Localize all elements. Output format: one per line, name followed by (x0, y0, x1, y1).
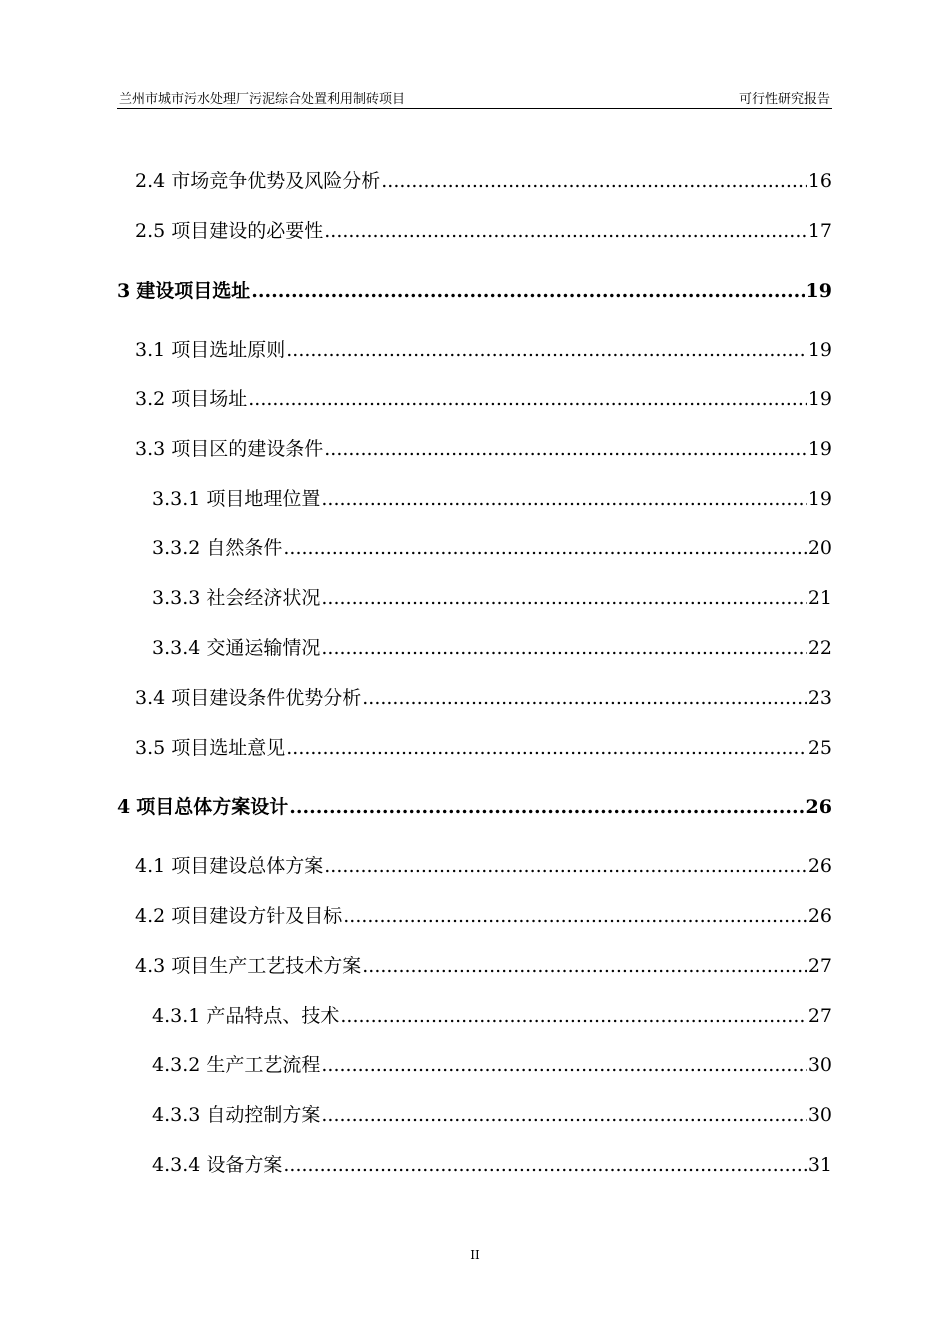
toc-entry-page: 19 (807, 438, 832, 460)
toc-entry-title: 交通运输情况 (206, 637, 321, 659)
toc-entry-number: 4.3.1 (152, 1005, 201, 1027)
toc-entry-4-3[interactable] (135, 951, 832, 981)
toc-leader-dots (321, 633, 806, 663)
toc-entry-title: 项目建设条件优势分析 (171, 687, 362, 709)
toc-entry-title: 项目场址 (171, 388, 248, 410)
toc-entry-page: 25 (807, 737, 832, 759)
toc-entry-3-3-2[interactable] (152, 533, 832, 563)
toc-entry-number: 4.3.4 (152, 1154, 201, 1176)
toc-entry-title: 项目地理位置 (206, 488, 321, 510)
toc-entry-4-3-1[interactable] (152, 1001, 832, 1031)
toc-leader-dots (283, 1150, 806, 1180)
toc-entry-3-4[interactable] (135, 683, 832, 713)
toc-entry-page: 26 (807, 855, 832, 877)
toc-entry-title: 项目建设的必要性 (171, 220, 324, 242)
toc-entry-title: 社会经济状况 (206, 587, 321, 609)
toc-leader-dots (321, 583, 806, 613)
toc-entry-number: 2.5 (135, 220, 166, 242)
toc-entry-4-3-3[interactable] (152, 1100, 832, 1130)
toc-leader-dots (248, 384, 807, 414)
toc-entry-number: 3.3 (135, 438, 166, 460)
toc-entry-3-2[interactable] (135, 384, 832, 414)
toc-leader-dots (321, 1100, 806, 1130)
toc-entry-page: 27 (807, 1005, 832, 1027)
toc-entry-page: 19 (807, 488, 832, 510)
toc-leader-dots (324, 434, 807, 464)
toc-entry-number: 4.2 (135, 905, 166, 927)
toc-entry-title: 项目选址意见 (171, 737, 286, 759)
toc-entry-title: 设备方案 (206, 1154, 283, 1176)
toc-entry-title: 自动控制方案 (206, 1104, 321, 1126)
toc-entry-title: 项目区的建设条件 (171, 438, 324, 460)
toc-entry-page: 19 (807, 339, 832, 361)
toc-entry-title: 项目建设总体方案 (171, 855, 324, 877)
toc-entry-page: 22 (807, 637, 832, 659)
toc-leader-dots (289, 792, 804, 822)
toc-entry-number: 4.3 (135, 955, 166, 977)
toc-entry-page: 17 (807, 220, 832, 242)
toc-entry-page: 19 (805, 280, 832, 302)
toc-entry-title: 自然条件 (206, 537, 283, 559)
toc-entry-page: 31 (807, 1154, 832, 1176)
toc-entry-4[interactable] (117, 792, 832, 822)
toc-entry-number: 3 (117, 280, 131, 302)
toc-entry-4-1[interactable] (135, 851, 832, 881)
toc-entry-page: 26 (807, 905, 832, 927)
toc-leader-dots (321, 1050, 806, 1080)
toc-entry-page: 19 (807, 388, 832, 410)
header-document-type: 可行性研究报告 (738, 92, 830, 107)
toc-entry-3-5[interactable] (135, 733, 832, 763)
toc-leader-dots (343, 901, 807, 931)
toc-entry-number: 4 (117, 796, 131, 818)
toc-entry-number: 3.3.3 (152, 587, 201, 609)
toc-entry-title: 项目总体方案设计 (136, 796, 289, 818)
toc-leader-dots (283, 533, 806, 563)
toc-entry-page: 26 (805, 796, 832, 818)
toc-entry-page: 30 (807, 1054, 832, 1076)
toc-entry-3-3-1[interactable] (152, 484, 832, 514)
toc-entry-title: 市场竞争优势及风险分析 (171, 170, 381, 192)
page-number: II (470, 1248, 480, 1262)
toc-entry-number: 3.2 (135, 388, 166, 410)
header-project-title: 兰州市城市污水处理厂污泥综合处置利用制砖项目 (119, 92, 406, 107)
toc-entry-number: 3.1 (135, 339, 166, 361)
toc-entry-page: 20 (807, 537, 832, 559)
toc-entry-number: 3.3.1 (152, 488, 201, 510)
toc-entry-page: 16 (807, 170, 832, 192)
toc-entry-3-3-3[interactable] (152, 583, 832, 613)
toc-leader-dots (286, 733, 807, 763)
toc-entry-number: 4.1 (135, 855, 166, 877)
toc-entry-4-2[interactable] (135, 901, 832, 931)
toc-entry-page: 27 (807, 955, 832, 977)
toc-entry-number: 3.5 (135, 737, 166, 759)
toc-leader-dots (324, 216, 807, 246)
toc-entry-title: 产品特点、技术 (206, 1005, 340, 1027)
toc-leader-dots (251, 276, 804, 306)
page-footer (0, 1248, 950, 1262)
toc-entry-number: 2.4 (135, 170, 166, 192)
toc-entry-3-3[interactable] (135, 434, 832, 464)
toc-entry-number: 3.3.4 (152, 637, 201, 659)
toc-entry-number: 4.3.3 (152, 1104, 201, 1126)
toc-entry-4-3-4[interactable] (152, 1150, 832, 1180)
toc-leader-dots (381, 166, 807, 196)
toc-entry-4-3-2[interactable] (152, 1050, 832, 1080)
toc-entry-number: 4.3.2 (152, 1054, 201, 1076)
toc-entry-number: 3.4 (135, 687, 166, 709)
toc-entry-page: 23 (807, 687, 832, 709)
toc-entry-2-4[interactable] (135, 166, 832, 196)
toc-entry-3-1[interactable] (135, 335, 832, 365)
toc-entry-title: 项目生产工艺技术方案 (171, 955, 362, 977)
toc-leader-dots (362, 683, 807, 713)
toc-entry-3-3-4[interactable] (152, 633, 832, 663)
toc-entry-2-5[interactable] (135, 216, 832, 246)
toc-entry-title: 项目选址原则 (171, 339, 286, 361)
toc-leader-dots (286, 335, 807, 365)
toc-entry-3[interactable] (117, 276, 832, 306)
toc-entry-title: 生产工艺流程 (206, 1054, 321, 1076)
toc-leader-dots (340, 1001, 806, 1031)
toc-leader-dots (321, 484, 806, 514)
page-header (117, 86, 832, 109)
toc-entry-title: 项目建设方针及目标 (171, 905, 343, 927)
toc-entry-page: 21 (807, 587, 832, 609)
toc-entry-title: 建设项目选址 (136, 280, 251, 302)
toc-entry-page: 30 (807, 1104, 832, 1126)
toc-leader-dots (362, 951, 807, 981)
toc-entry-number: 3.3.2 (152, 537, 201, 559)
toc-leader-dots (324, 851, 807, 881)
